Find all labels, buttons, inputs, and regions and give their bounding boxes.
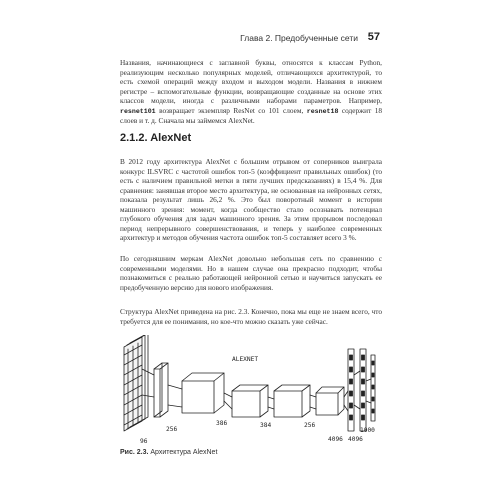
label-conv3: 386 [216, 420, 228, 427]
input-image-block [124, 335, 148, 431]
paragraph-text: содержит 18 слоев и т. д. Сначала мы займемся AlexNet. [120, 105, 382, 125]
label-conv4: 384 [260, 422, 272, 429]
conv5-block [316, 387, 344, 415]
label-fc2: 4096 [348, 436, 363, 443]
label-conv2: 256 [166, 426, 178, 433]
conv3-block [232, 385, 268, 417]
inline-code-resnet101: resnet101 [120, 107, 156, 115]
page-number: 57 [367, 31, 380, 43]
connector-lines [168, 385, 182, 407]
running-head: Глава 2. Предобученные сети [240, 33, 358, 43]
label-input: 96 [140, 438, 148, 445]
connector-lines [366, 379, 371, 403]
conv2-block [182, 373, 224, 413]
label-output: 1000 [360, 427, 375, 434]
diagram-title: ALEXNET [232, 356, 259, 363]
figure-caption [120, 449, 217, 456]
connector-lines [344, 391, 348, 411]
section-title: AlexNet [150, 132, 192, 144]
alexnet-architecture-figure [120, 335, 382, 447]
connector-lines [268, 397, 274, 409]
fc1-column [348, 349, 354, 431]
paragraph-text: Названия, начинающиеся с заглавной буквы, относятся к классам Python, реализующим несколько популярных моделей, отличающихся архитектурой, то есть схемой операций между входом и выходом модели. Названия в нижнем регистре – вспомогательные функции, возвращающие созданные на основе этих классов модели, иногда с различными наборами параметров. Например, [120, 58, 382, 105]
conv4-block [274, 385, 310, 417]
output-column [371, 355, 375, 421]
label-conv5: 256 [304, 422, 316, 429]
caption-text: Архитектура AlexNet [148, 449, 218, 456]
paragraph-figure-intro: Структура AlexNet приведена на рис. 2.3. Конечно, пока мы еще не знаем всего, что требуется для ее понимания, но кое-что можно сказать уже сейчас. [120, 307, 382, 326]
conv1-block [154, 363, 168, 417]
label-fc1: 4096 [328, 436, 343, 443]
alexnet-diagram [120, 335, 382, 447]
paragraph-text: возвращает экземпляр ResNet со 101 слоем, [155, 105, 307, 115]
fc2-column [360, 349, 366, 431]
caption-label: Рис. 2.3. [120, 449, 149, 456]
section-heading [120, 132, 191, 144]
connector-lines [310, 395, 316, 409]
connector-lines [354, 371, 360, 409]
inline-code-resnet18: resnet18 [306, 107, 339, 115]
connector-lines [224, 393, 232, 409]
paragraph-alexnet-history: В 2012 году архитектура AlexNet с большим отрывом от соперников выиграла конкурс ILSVRC с частотой ошибок топ-5 (коэффициент правильных ошибок) (то есть с наличием правильной метки в пяти лучших предсказаниях) в 15,4 %. Для сравнения: занявшая второе место архитектура, не основанная на нейронных сетях, показала результат лишь 26,2 %. Это был поворотный момент в истории машинного зрения: момент, когда сообщество стало осознавать потенциал глубокого обучения для задач машинного зрения. За этим прорывом последовал период непрерывного совершенствования, и теперь у наиболее современных архитектур и методов обучения частота ошибок топ-5 составляет всего 3 %. [120, 157, 382, 242]
paragraph-alexnet-size: По сегодняшним меркам AlexNet довольно небольшая сеть по сравнению с современными моделями. Но в нашем случае она прекрасно подходит, чтобы познакомиться с реально работающей нейронной сетью и научиться запускать ее предобученную версию для нового изображения. [120, 254, 382, 292]
paragraph-model-names [120, 58, 382, 126]
page-header [120, 32, 380, 46]
section-number: 2.1.2. [120, 132, 148, 144]
